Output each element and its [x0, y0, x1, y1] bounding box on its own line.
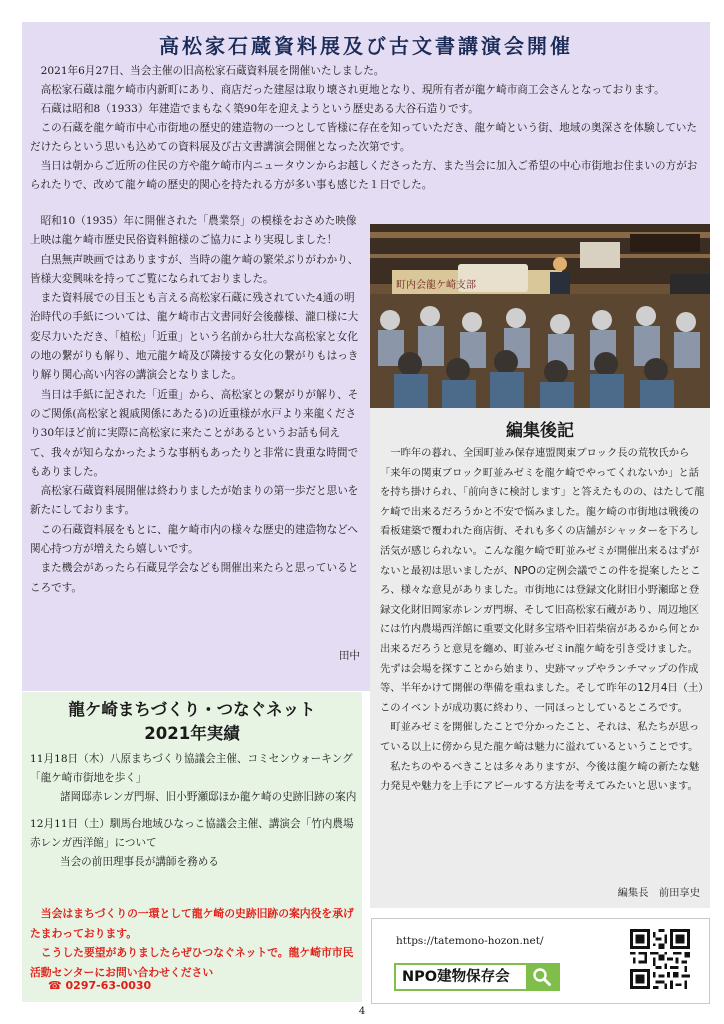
body-paragraph: この石蔵資料展をもとに、龍ケ崎市内の様々な歴史的建造物などへ関心持つ方が増えたら嬉しいです。 [30, 523, 358, 556]
editors-note-paragraph: 一昨年の暮れ、全国町並み保存連盟関東ブロック長の荒牧氏から「来年の関東ブロック町並みゼミを龍ケ崎でやってくれないか」と話を持ち掛けられ、「前向きに検討します」と答えたものの、はたして龍ケ崎で出来るだろうかと不安で悩みました。龍ケ崎の市街地は戦後の看板建築で覆われた商店街、それも多くの店舗がシャッターを下ろし活気が感じられない。こんな龍ケ崎で町並みゼミが開催出来るはずがないと最初は思いましたが、NPOの定例会議でこの件を提案したところ、様々な意見がありました。市街地には登録文化財旧小野瀬邸と登録文化財旧岡家赤レンガ門塀、そして旧高松家石蔵があり、周辺地区には竹内農場西洋館に重要文化財多宝塔や旧若柴宿があるから何とか出来るだろうと意見を纏め、町並みゼミin龍ケ崎を引き受けました。先ずは会場を探すことから始まり、史跡マップやランチマップの作成等、半年かけて開催の準備を重ねました。そして昨年の12月4日（土）このイベントが成功裏に終わり、一同ほっとしているところです。 [380, 447, 705, 714]
intro-paragraph: 当日は朝からご近所の住民の方や龍ケ崎市内ニュータウンからお越しくださった方、また当会に加入ご希望の中心市街地お住まいの方がおられたりで、改めて龍ケ崎の歴史的関心を持たれる方が多い事も感じた１日でした。 [30, 160, 698, 191]
tsunagu-net-panel [22, 692, 362, 1002]
npo-contact-box [371, 918, 710, 1004]
activity-date-line: 11月18日（木）八原まちづくり協議会主催、コミセンウォーキング「龍ケ崎市街地を歩く」 [30, 753, 353, 784]
body-paragraph: 昭和10（1935）年に開催された「農業祭」の模様をおさめた映像上映は龍ケ崎市歴史民俗資料館様のご協力により実現しました！ [30, 215, 357, 247]
activity-date-line: 12月11日（土）馴馬台地域ひなっこ協議会主催、講演会「竹内農場赤レンガ西洋館」について [30, 818, 354, 849]
tsunagu-net-title [22, 698, 362, 746]
activity-item [30, 750, 358, 807]
editors-note-panel [370, 408, 710, 908]
article-body-left [30, 212, 360, 598]
tsunagu-title-line1: 龍ケ崎まちづくり・つなぐネット [68, 700, 316, 719]
event-photo [370, 224, 710, 408]
body-paragraph: また資料展での目玉とも言える高松家石蔵に残されていた4通の明治時代の手紙については、龍ケ崎市古文書同好会後藤様、瀧口様に大変尽力いただき、「植松」「近重」という名前から壮大な高松家と女化の地の繋がりも解り、地元龍ケ崎及び隣接する女化の繋がりもはっきり解り関心高い内容の講演会となりました。 [30, 292, 359, 382]
article-headline: 高松家石蔵資料展及び古文書講演会開催 [159, 34, 573, 58]
contact-phone: ☎ 0297-63-0030 [48, 979, 152, 992]
tsunagu-title-line2: 2021年実績 [144, 724, 240, 743]
guide-service-notice [30, 904, 360, 982]
article-intro [30, 62, 706, 195]
intro-paragraph: 石蔵は昭和8（1933）年建造でまもなく築90年を迎えようという歴史ある大谷石造りです。 [40, 103, 479, 115]
photo-banner-text: 町内会龍ケ崎支部 [396, 280, 476, 291]
editors-note-title: 編集後記 [506, 421, 574, 441]
activity-detail: 諸岡邸赤レンガ門塀、旧小野瀬邸ほか龍ケ崎の史跡旧跡の案内 [60, 791, 357, 803]
body-paragraph: 高松家石蔵資料展開催は終わりましたが始まりの第一歩だと思いを新たにしております。 [30, 485, 359, 517]
body-paragraph: 当日は手紙に記された「近重」から、高松家との繋がりが解り、そのご関係(高松家と親戚関係にあたる)の近重様が水戸より来龍くださり30年ほど前に実際に高松家に来たことがあるというお話も伺えて、我々が知らなかったような事柄もあったりと非常に貴重な時間でもありました。 [30, 388, 359, 478]
body-paragraph: 白黒無声映画ではありますが、当時の龍ケ崎の繁栄ぶりがわかり、皆様大変興味を持ってご覧になられておりました。 [30, 253, 359, 285]
body-paragraph: また機会があったら石蔵見学会なども開催出来たらと思っているところです。 [30, 562, 359, 594]
intro-paragraph: この石蔵を龍ケ崎市中心市街地の歴史的建造物の一つとして皆様に存在を知っていただき、龍ケ崎という街、地域の奥深さを体験していただけたらという思いも込めての資料展及び古文書講演会開催となった次第です。 [30, 122, 697, 153]
notice-paragraph: こうした要望がありましたらぜひつなぐネットで。龍ケ崎市市民活動センターにお問い合わせください [30, 946, 354, 979]
editors-note-body [380, 444, 706, 797]
editors-note-signature: 編集長 前田享史 [617, 887, 700, 899]
notice-paragraph: 当会はまちづくりの一環として龍ケ崎の史跡旧跡の案内役を承げたまわっております。 [30, 907, 354, 940]
search-icon [526, 965, 558, 989]
npo-website-url[interactable]: https://tatemono-hozon.net/ [396, 935, 544, 947]
editors-note-paragraph: 私たちのやるべきことは多々ありますが、今後は龍ケ崎の新たな魅力発見や魅力を上手にアピールする方法を考えてみたいと思います。 [380, 760, 700, 793]
activity-list [30, 750, 358, 872]
event-photo-illustration [370, 224, 710, 408]
editors-note-paragraph: 町並みゼミを開催したことで分かったこと、それは、私たちが思っている以上に傍から見た龍ケ崎は魅力に溢れているということです。 [380, 721, 700, 753]
npo-search-badge[interactable] [394, 963, 560, 991]
intro-paragraph: 高松家石蔵は龍ケ崎市内新町にあり、商店だった建屋は取り壊され更地となり、現所有者が龍ケ崎市商工会さんとなっております。 [40, 84, 665, 96]
qr-code-icon [630, 929, 690, 989]
npo-name: NPO建物保存会 [402, 969, 510, 985]
activity-item [30, 815, 358, 872]
activity-detail: 当会の前田理事長が講師を務める [60, 856, 219, 868]
author-signature: 田中 [338, 650, 360, 662]
intro-paragraph: 2021年6月27日、当会主催の旧高松家石蔵資料展を開催いたしました。 [40, 65, 385, 77]
page-number: 4 [358, 1006, 366, 1017]
